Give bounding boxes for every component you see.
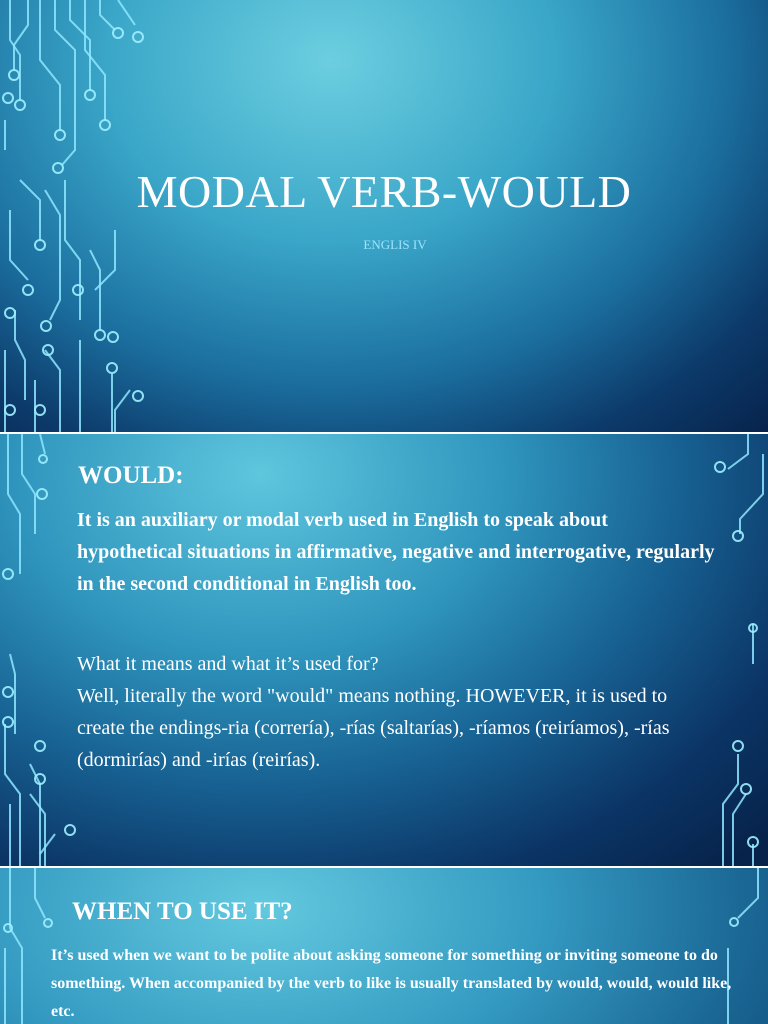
slide-title: MODAL VERB-WOULD (136, 166, 632, 217)
heading-would: WOULD: (78, 462, 184, 489)
circuit-decoration-left (0, 434, 80, 866)
slide-subtitle: ENGLIS IV (363, 237, 427, 252)
question-text: What it means and what it’s used for? (77, 653, 379, 675)
content-slide-would (0, 434, 768, 866)
heading-when-to-use: WHEN TO USE IT? (72, 898, 293, 925)
definition-paragraph: It is an auxiliary or modal verb used in English to speak about hypothetical situations in affirmative, negative and interrogative, regularly in the second conditional in English too. (77, 509, 715, 595)
meaning-paragraph: Well, literally the word "would" means nothing. HOWEVER, it is used to create the endings-ria (correría), -rías (saltarías), -ríamos (reiríamos), -rías (dormirías) and -irías (reirías). (77, 685, 670, 771)
content-slide-when-to-use (0, 868, 768, 1024)
title-slide (0, 0, 768, 432)
usage-paragraph: It’s used when we want to be polite about asking someone for something or inviting someone to do something. When accompanied by the verb to like is usually translated by would, would, would like, etc. (51, 947, 732, 1020)
